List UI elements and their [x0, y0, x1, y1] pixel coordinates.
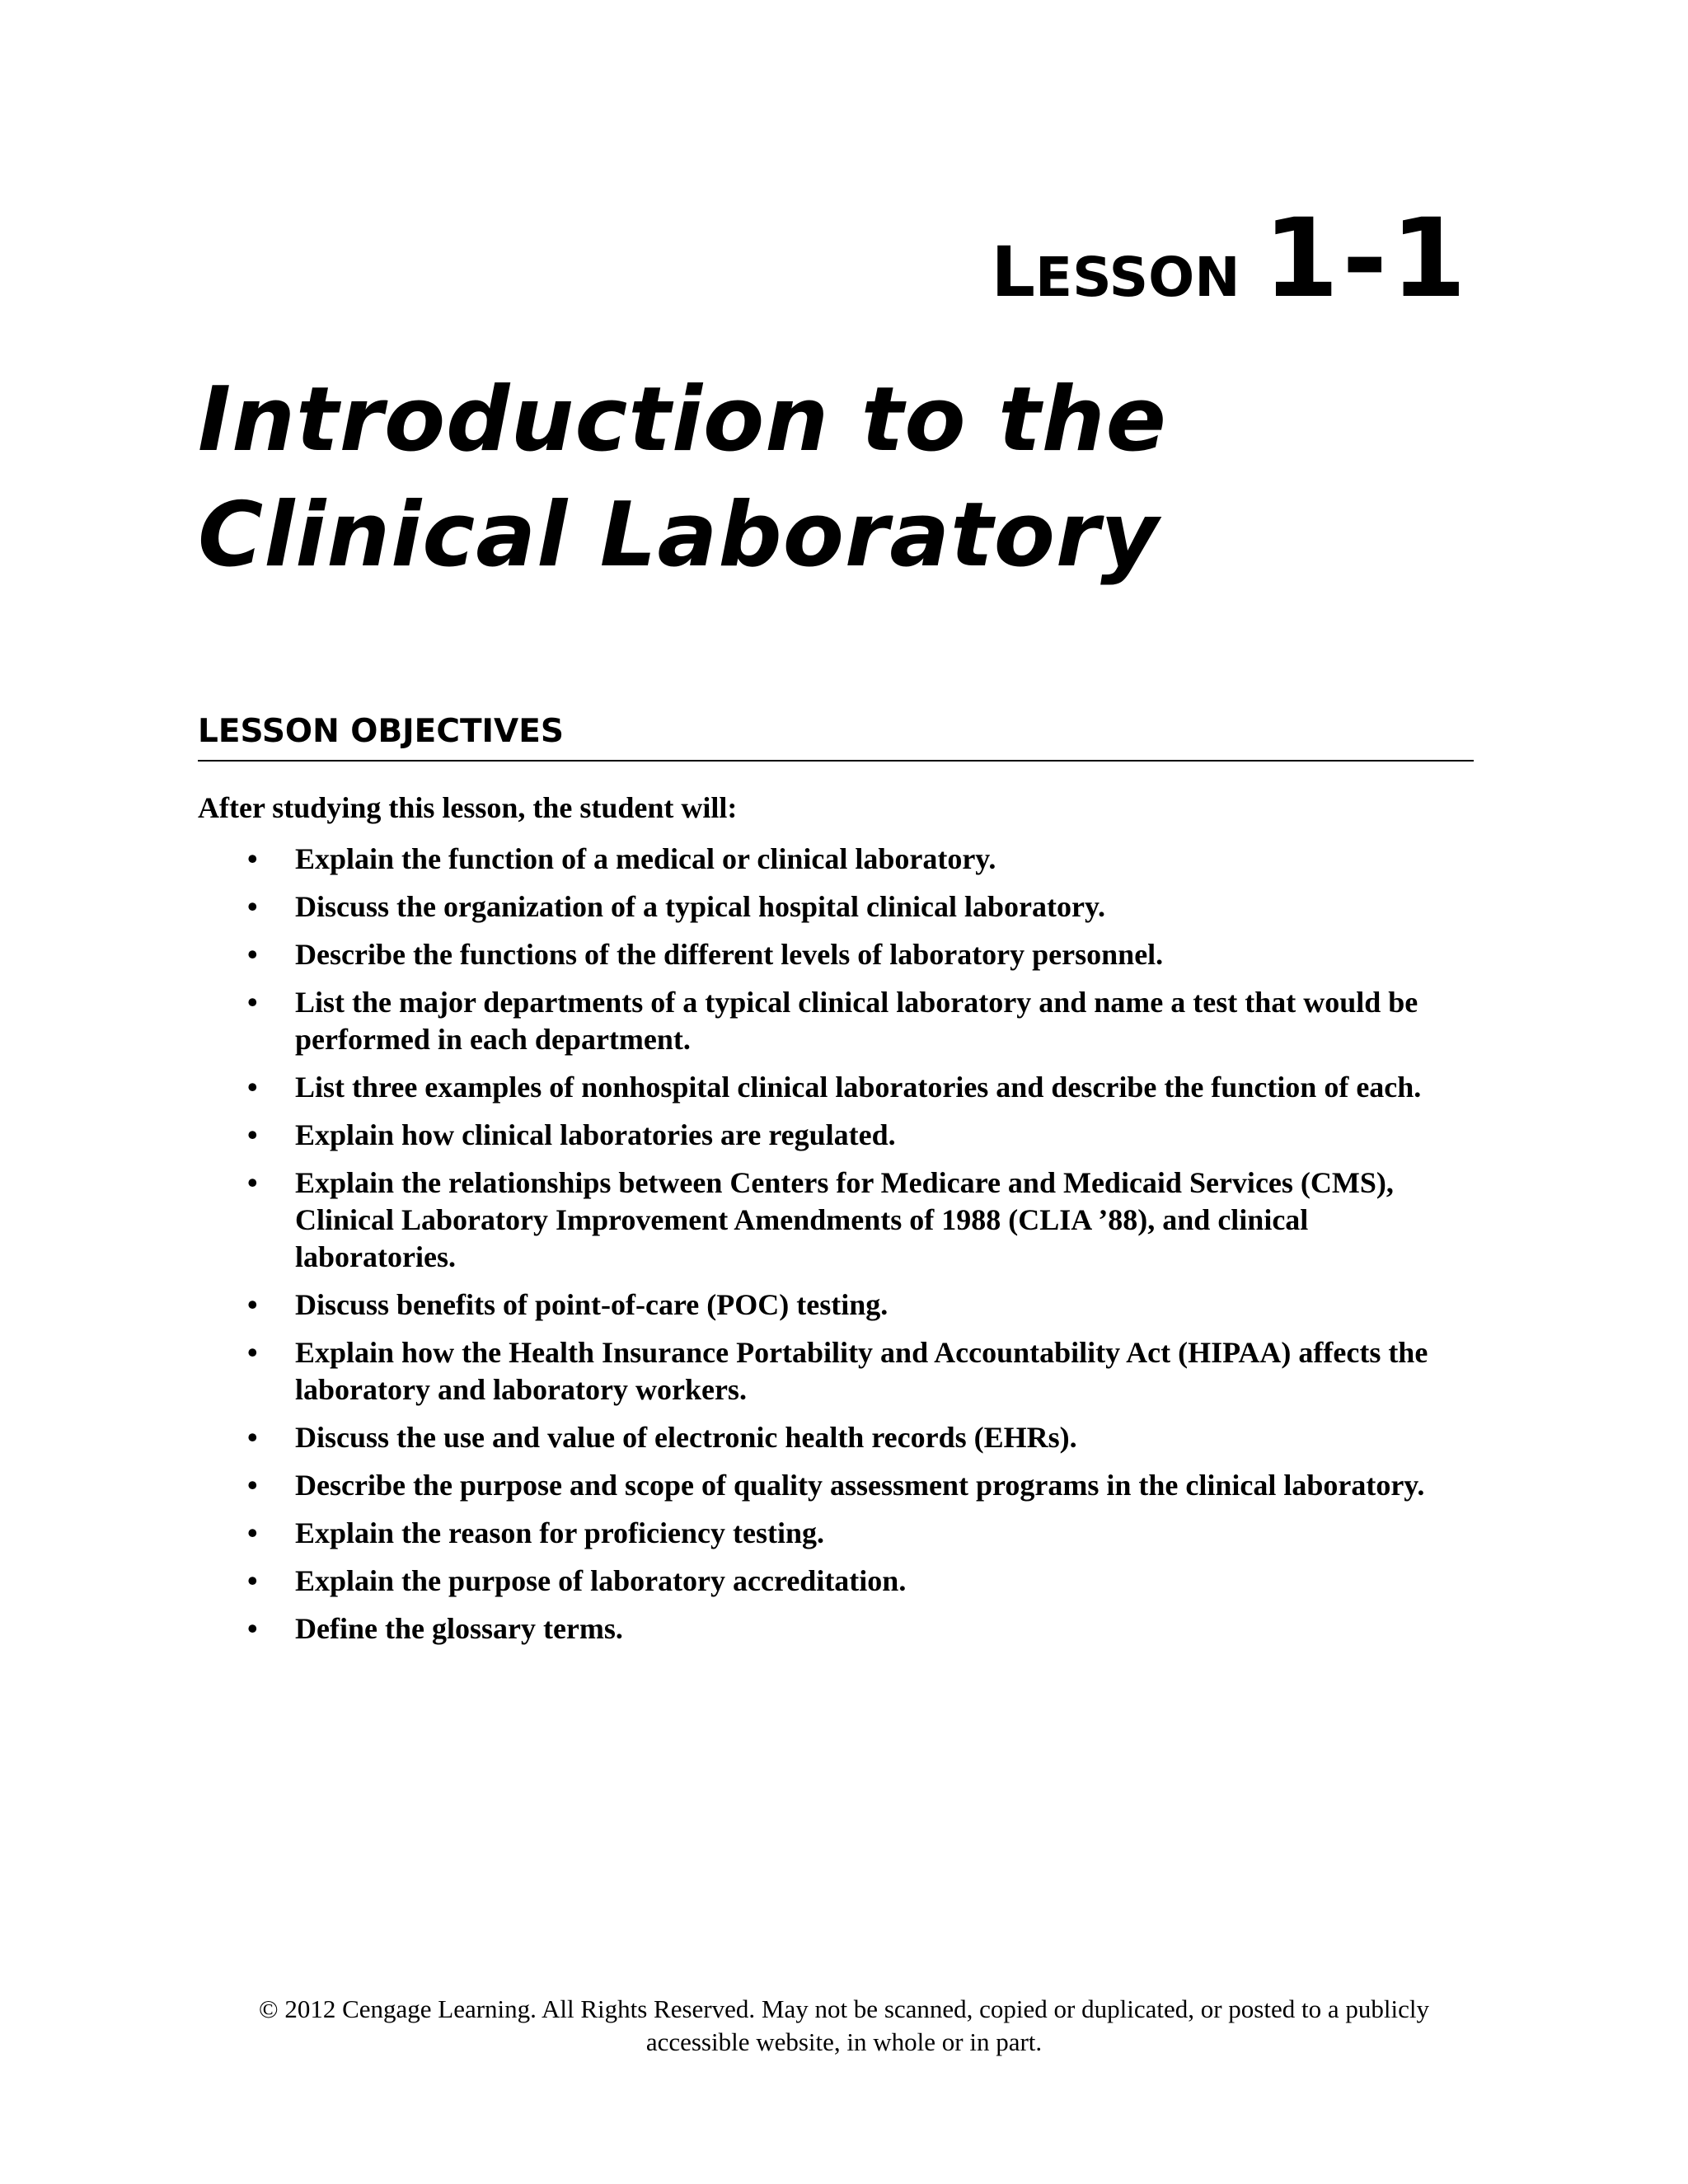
objectives-heading: LESSON OBJECTIVES	[198, 713, 564, 750]
lesson-word-rest: ESSON	[1034, 246, 1240, 309]
bullet-icon: •	[247, 1612, 258, 1645]
objective-item	[247, 1419, 1475, 1456]
objective-text: Explain the function of a medical or clinical laboratory.	[295, 842, 996, 875]
objectives-list	[247, 841, 1475, 1658]
lesson-title-line-1: Introduction to the	[198, 368, 1167, 471]
bullet-icon: •	[247, 1336, 258, 1369]
objective-item	[247, 1286, 1475, 1324]
objective-text: Explain the relationships between Centers for Medicare and Medicaid Services (CMS), Clinical Laboratory Improvement Amendments of 1988 (CLIA ’88), and clinical laboratories.	[295, 1166, 1394, 1273]
objective-item	[247, 888, 1475, 926]
objective-text: Describe the purpose and scope of quality assessment programs in the clinical laboratory.	[295, 1469, 1425, 1502]
objective-item	[247, 1165, 1475, 1276]
objective-item	[247, 936, 1475, 973]
bullet-icon: •	[247, 1118, 258, 1151]
objective-item	[247, 1069, 1475, 1106]
bullet-icon: •	[247, 890, 258, 923]
objective-item	[247, 984, 1475, 1058]
bullet-icon: •	[247, 1166, 258, 1199]
copyright-line-2: accessible website, in whole or in part.	[645, 2027, 1043, 2056]
objective-text: Define the glossary terms.	[295, 1612, 623, 1645]
objective-text: Explain how the Health Insurance Portability and Accountability Act (HIPAA) affects the laboratory and laboratory workers.	[295, 1336, 1428, 1406]
objective-text: Explain the purpose of laboratory accreditation.	[295, 1564, 907, 1597]
objectives-divider	[198, 760, 1474, 762]
objective-item	[247, 1515, 1475, 1552]
bullet-icon: •	[247, 1564, 258, 1597]
bullet-icon: •	[247, 1516, 258, 1549]
objective-text: Describe the functions of the different levels of laboratory personnel.	[295, 938, 1164, 971]
bullet-icon: •	[247, 1421, 258, 1454]
lesson-word-initial: L	[991, 232, 1035, 312]
lesson-label	[991, 195, 1470, 322]
objective-item	[247, 1610, 1475, 1647]
objective-text: List the major departments of a typical clinical laboratory and name a test that would be performed in each department.	[295, 986, 1418, 1056]
objective-item	[247, 1334, 1475, 1408]
objective-text: Explain the reason for proficiency testing.	[295, 1516, 824, 1549]
bullet-icon: •	[247, 1071, 258, 1104]
bullet-icon: •	[247, 986, 258, 1019]
bullet-icon: •	[247, 842, 258, 875]
copyright-footer	[0, 1993, 1688, 2059]
copyright-line-1: © 2012 Cengage Learning. All Rights Reserved. May not be scanned, copied or duplicated, or posted to a publicly	[259, 1994, 1429, 2023]
objective-item	[247, 1563, 1475, 1600]
lesson-title-line-2: Clinical Laboratory	[198, 484, 1160, 587]
lesson-title	[198, 363, 1167, 593]
objective-item	[247, 1467, 1475, 1504]
objective-item	[247, 841, 1475, 878]
objective-text: Explain how clinical laboratories are regulated.	[295, 1118, 896, 1151]
objective-text: Discuss benefits of point-of-care (POC) testing.	[295, 1288, 889, 1321]
bullet-icon: •	[247, 1288, 258, 1321]
lesson-number: 1-1	[1263, 195, 1470, 322]
objectives-intro: After studying this lesson, the student will:	[198, 791, 738, 824]
bullet-icon: •	[247, 938, 258, 971]
objective-item	[247, 1117, 1475, 1154]
objective-text: Discuss the organization of a typical hospital clinical laboratory.	[295, 890, 1106, 923]
objective-text: List three examples of nonhospital clinical laboratories and describe the function of each.	[295, 1071, 1422, 1104]
bullet-icon: •	[247, 1469, 258, 1502]
objective-text: Discuss the use and value of electronic health records (EHRs).	[295, 1421, 1077, 1454]
